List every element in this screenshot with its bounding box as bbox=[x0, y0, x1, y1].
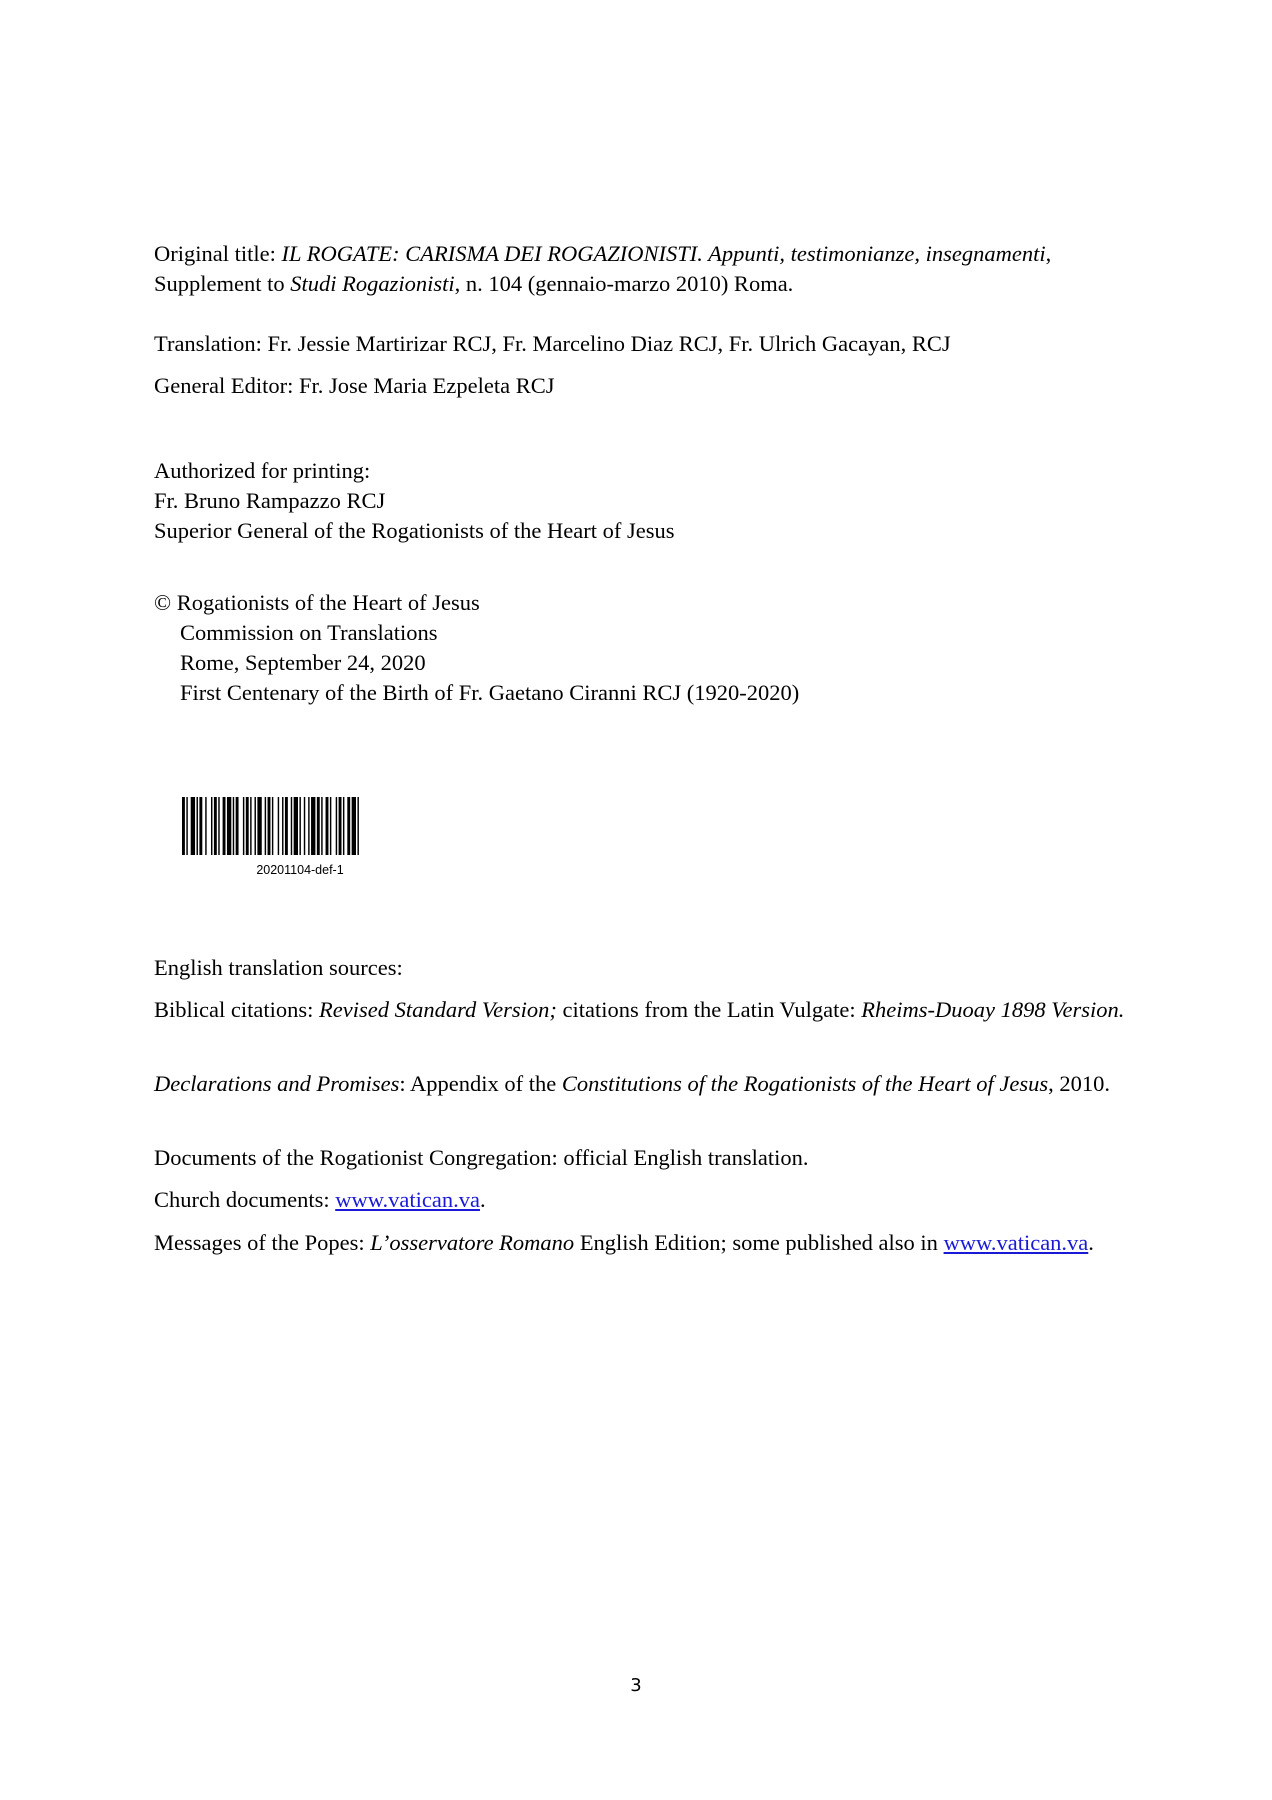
barcode-caption: 20201104-def-1 bbox=[256, 863, 344, 877]
source-congregation: Documents of the Rogationist Congregation: official English translation. bbox=[154, 1145, 809, 1170]
page-number: 3 bbox=[630, 1675, 642, 1696]
authorization-block bbox=[154, 456, 1134, 546]
vatican-link[interactable]: www.vatican.va bbox=[335, 1187, 480, 1212]
source-biblical: Biblical citations: Revised Standard Version; citations from the Latin Vulgate: Rheims-Duoay 1898 Version. bbox=[154, 997, 1125, 1022]
authorization-heading: Authorized for printing: bbox=[154, 458, 371, 483]
sources-heading: English translation sources: bbox=[154, 955, 403, 980]
copyright-commission: Commission on Translations bbox=[180, 620, 438, 645]
translation-credits: Translation: Fr. Jessie Martirizar RCJ, Fr. Marcelino Diaz RCJ, Fr. Ulrich Gacayan, RCJ bbox=[154, 331, 951, 356]
copyright-block bbox=[154, 588, 1134, 708]
source-church-documents: Church documents: www.vatican.va. bbox=[154, 1187, 486, 1212]
copyright-date: Rome, September 24, 2020 bbox=[180, 650, 426, 675]
original-title-paragraph: Original title: IL ROGATE: CARISMA DEI ROGAZIONISTI. Appunti, testimonianze, insegnamenti, Supplement to Studi Rogazionisti, n. 104 (gennaio-marzo 2010) Roma. bbox=[154, 241, 1052, 296]
authorizer-role: Superior General of the Rogationists of the Heart of Jesus bbox=[154, 518, 675, 543]
vatican-link-popes[interactable]: www.vatican.va bbox=[943, 1230, 1089, 1255]
barcode bbox=[180, 797, 420, 864]
original-title-italic: IL ROGATE: CARISMA DEI ROGAZIONISTI. Appunti, testimonianze, insegnamenti bbox=[281, 241, 1046, 266]
copyright-holder: © Rogationists of the Heart of Jesus bbox=[154, 590, 480, 615]
source-popes: Messages of the Popes: L’osservatore Romano English Edition; some published also in www.vatican.va. bbox=[154, 1230, 1094, 1255]
authorizer-name: Fr. Bruno Rampazzo RCJ bbox=[154, 488, 386, 513]
general-editor: General Editor: Fr. Jose Maria Ezpeleta RCJ bbox=[154, 373, 555, 398]
journal-title: Studi Rogazionisti bbox=[290, 271, 455, 296]
original-title-label: Original title: bbox=[154, 241, 282, 266]
source-declarations: Declarations and Promises: Appendix of the Constitutions of the Rogationists of the Heart of Jesus, 2010. bbox=[154, 1071, 1111, 1096]
copyright-centenary: First Centenary of the Birth of Fr. Gaetano Ciranni RCJ (1920-2020) bbox=[180, 680, 800, 705]
